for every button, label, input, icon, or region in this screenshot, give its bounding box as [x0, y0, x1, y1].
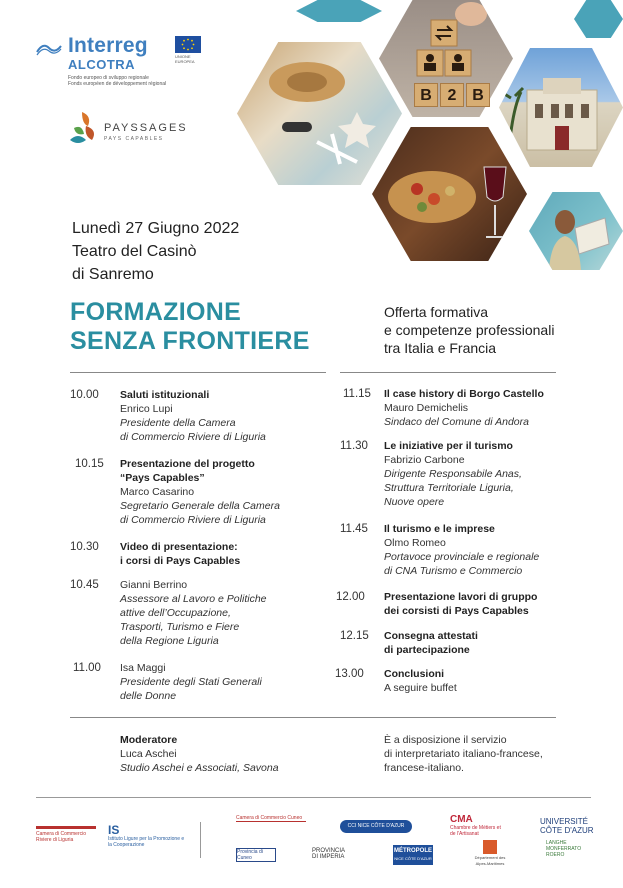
divider-bottom: [70, 717, 556, 718]
program-title: i corsi di Pays Capables: [120, 555, 241, 567]
program-item: [70, 540, 330, 568]
sponsor-divider: [200, 822, 201, 858]
title-line1: FORMAZIONE: [70, 298, 242, 326]
program-title: “Pays Capables”: [120, 472, 205, 484]
moderator: [120, 733, 330, 775]
program-speaker: Gianni Berrino: [120, 579, 188, 591]
program-time: 13.00: [335, 668, 364, 680]
program-title: Consegna attestati: [384, 630, 478, 642]
program-role: delle Donne: [120, 690, 177, 702]
title-line2: SENZA FRONTIERE: [70, 327, 310, 355]
event-info: [72, 217, 239, 286]
program-title: di partecipazione: [384, 644, 470, 656]
divider-left-top: [70, 372, 326, 373]
program-title: Le iniziative per il turismo: [384, 440, 513, 452]
payssages-name: PAYSSAGES: [104, 122, 188, 134]
b2b-letter-2: 2: [440, 83, 464, 107]
program-time: 11.30: [340, 440, 368, 452]
program-item: [340, 629, 570, 657]
program-role: Segretario Generale della Camera: [120, 500, 280, 512]
program-role: attive dell’Occupazione,: [120, 607, 231, 619]
logo-alpes-maritimes: Département des Alpes-Maritimes: [470, 840, 510, 867]
hex-teal-top-right: [574, 0, 623, 38]
program-speaker: Enrico Lupi: [120, 403, 173, 415]
interpreting-note: [384, 733, 584, 775]
program-role: Struttura Territoriale Liguria,: [384, 482, 514, 494]
program-item: [340, 439, 570, 509]
subtitle: [384, 303, 554, 357]
program-time: 12.00: [336, 591, 365, 603]
program-item: [335, 667, 570, 695]
program-time: 10.45: [70, 579, 99, 591]
program-speaker: Olmo Romeo: [384, 537, 446, 549]
program-item: [70, 457, 330, 527]
hex-food-photo: [372, 127, 527, 261]
program-speaker: Isa Maggi: [120, 662, 166, 674]
interreg-name: Interreg: [68, 34, 148, 57]
eu-flag-icon: [175, 36, 201, 53]
program-time: 12.15: [340, 630, 369, 642]
event-venue-line1: Teatro del Casinò: [72, 243, 197, 260]
program-time: 10.30: [70, 541, 99, 553]
program-item: [340, 387, 570, 429]
subtitle-line1: Offerta formativa: [384, 304, 489, 320]
interreg-sub: ALCOTRA: [68, 57, 136, 72]
hex-reader-photo: [529, 192, 623, 270]
logo-metropole: MÉTROPOLE NICE CÔTE D'AZUR: [393, 845, 433, 865]
moderator-label: Moderatore: [120, 734, 178, 746]
program-role: Presidente degli Stati Generali: [120, 676, 262, 688]
logo-universite: UNIVERSITÉ CÔTE D'AZUR: [540, 817, 594, 835]
program-role: Trasporti, Turismo e Fiere: [120, 621, 240, 633]
program-speaker: Marco Casarino: [120, 486, 195, 498]
payssages-leaf-icon: [68, 110, 102, 154]
program-speaker: Mauro Demichelis: [384, 402, 469, 414]
program-time: 11.45: [340, 523, 368, 535]
event-date: Lunedì 27 Giugno 2022: [72, 220, 240, 237]
divider-right-top: [340, 372, 556, 373]
program-item: [340, 522, 570, 578]
program-time: 10.15: [75, 458, 104, 470]
eu-label: UNIONE EUROPEA: [175, 54, 195, 64]
interpreting-line2: di interpretariato italiano-francese,: [384, 748, 543, 760]
payssages-logo: [68, 110, 208, 154]
b2b-letter-1: B: [414, 83, 438, 107]
logo-camera-cuneo: Camera di Commercio Cuneo: [236, 815, 306, 822]
payssages-tag: PAYS CAPABLES: [104, 136, 164, 142]
program-title: Il case history di Borgo Castello: [384, 388, 544, 400]
program-role: di CNA Turismo e Commercio: [384, 565, 523, 577]
moderator-name: Luca Aschei: [120, 748, 177, 760]
program-role: Portavoce provinciale e regionale: [384, 551, 540, 563]
program-time: 11.15: [343, 388, 371, 400]
footer-divider: [36, 797, 591, 798]
interpreting-line1: È a disposizione il servizio: [384, 734, 507, 746]
hex-casino-photo: [499, 48, 623, 167]
program-item: [70, 578, 330, 648]
program-note: A seguire buffet: [384, 682, 457, 694]
logo-provincia-imperia: PROVINCIA DI IMPERIA: [312, 848, 346, 860]
program-role: Dirigente Responsabile Anas,: [384, 468, 522, 480]
program-title: dei corsisti di Pays Capables: [384, 605, 529, 617]
program-item: [70, 388, 330, 444]
logo-cci-nice: CCI NICE CÔTE D'AZUR: [340, 820, 412, 833]
interpreting-line3: francese-italiano.: [384, 762, 464, 774]
program-time: 10.00: [70, 389, 99, 401]
logo-langhe: LANGHE MONFERRATO ROERO: [546, 840, 582, 858]
program-role: di Commercio Riviere di Liguria: [120, 514, 266, 526]
program-speaker: Fabrizio Carbone: [384, 454, 465, 466]
hex-teal-top-left: [296, 0, 382, 22]
program-title: Saluti istituzionali: [120, 389, 210, 401]
program-role: Nuove opere: [384, 496, 445, 508]
program-item: [336, 590, 570, 618]
program-role: Assessore al Lavoro e Politiche: [120, 593, 267, 605]
interreg-fund-it: Fondo europeo di sviluppo regionale: [68, 75, 149, 81]
program-title: Presentazione lavori di gruppo: [384, 591, 538, 603]
subtitle-line3: tra Italia e Francia: [384, 340, 497, 356]
program-title: Conclusioni: [384, 668, 445, 680]
program-role: Sindaco del Comune di Andora: [384, 416, 529, 428]
moderator-role: Studio Aschei e Associati, Savona: [120, 762, 279, 774]
logo-camera-commercio: Camera di Commercio Riviere di Liguria: [36, 826, 96, 843]
interreg-fund-fr: Fonds européen de développement régional: [68, 81, 167, 87]
event-venue-line2: di Sanremo: [72, 266, 154, 283]
page-title: [70, 298, 310, 356]
program-role: della Regione Liguria: [120, 635, 219, 647]
b2b-letter-3: B: [466, 83, 490, 107]
program-role: Presidente della Camera: [120, 417, 236, 429]
program-title: Presentazione del progetto: [120, 458, 255, 470]
program-time: 11.00: [73, 662, 101, 674]
program-item: [70, 661, 330, 703]
logo-provincia-cuneo: Provincia di Cuneo: [236, 848, 276, 862]
interreg-wave-icon: [36, 40, 62, 56]
subtitle-line2: e competenze professionali: [384, 322, 555, 338]
logo-isforcoop: IS Istituto Ligure per la Promozione e la Cooperazione: [108, 823, 185, 848]
program-role: di Commercio Riviere di Liguria: [120, 431, 266, 443]
program-title: Il turismo e le imprese: [384, 523, 495, 535]
logo-cma: CMA Chambre de Métiers et de l'Artisanat: [450, 814, 501, 837]
program-title: Video di presentazione:: [120, 541, 238, 553]
hex-travel-photo: [237, 42, 402, 185]
